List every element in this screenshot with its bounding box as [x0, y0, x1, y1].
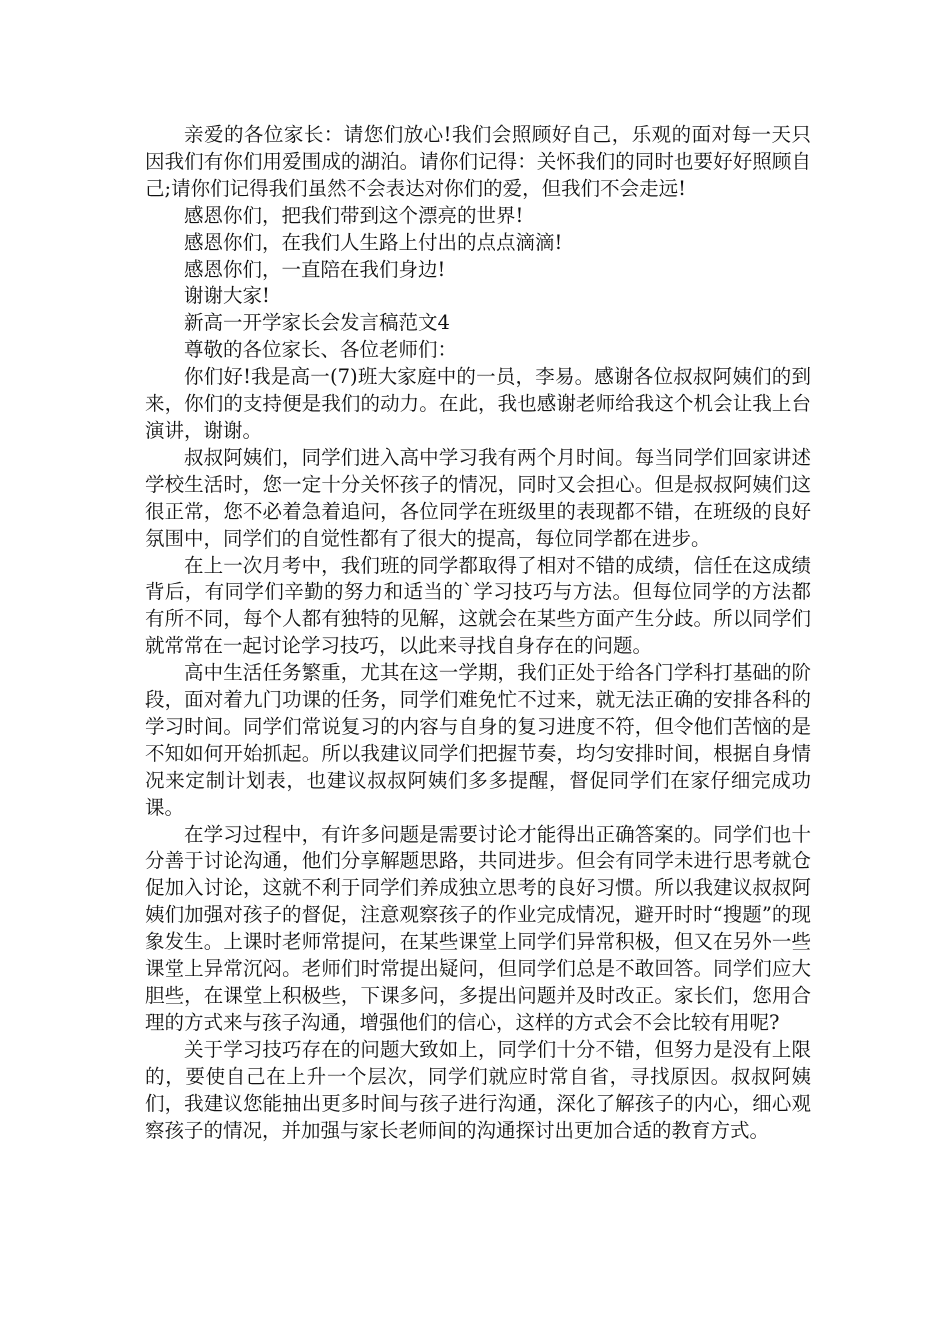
- paragraph-school-life: 叔叔阿姨们，同学们进入高中学习我有两个月时间。每当同学们回家讲述学校生活时，您一定十分关怀孩子的情况，同时又会担心。但是叔叔阿姨们这很正常，您不必着急着追问，各位同学在班级里的表现都不错，在班级的良好氛围中，同学们的自觉性都有了很大的提高，每位同学都在进步。: [145, 445, 811, 550]
- paragraph-grateful-world: 感恩你们，把我们带到这个漂亮的世界!: [184, 203, 524, 227]
- paragraph-grateful-company: 感恩你们，一直陪在我们身边!: [184, 257, 446, 281]
- paragraph-introduction: 你们好!我是高一(7)班大家庭中的一员，李易。感谢各位叔叔阿姨们的到来，你们的支持便是我们的动力。在此，我也感谢老师给我这个机会让我上台演讲，谢谢。: [145, 365, 811, 442]
- paragraph-salutation: 尊敬的各位家长、各位老师们：: [184, 338, 458, 362]
- paragraph-discussion: 在学习过程中，有许多问题是需要讨论才能得出正确答案的。同学们也十分善于讨论沟通，他们分享解题思路，共同进步。但会有同学未进行思考就仓促加入讨论，这就不利于同学们养成独立思考的良好习惯。所以我建议叔叔阿姨们加强对孩子的督促，注意观察孩子的作业完成情况，避开时时“搜题”的现象发生。上课时老师常提问，在某些课堂上同学们异常积极，但又在另外一些课堂上异常沉闷。老师们时常提出疑问，但同学们总是不敢回答。同学们应大胆些，在课堂上积极些，下课多问，多提出问题并及时改正。家长们，您用合理的方式来与孩子沟通，增强他们的信心，这样的方式会不会比较有用呢?: [145, 822, 811, 1034]
- section-title: 新高一开学家长会发言稿范文4: [184, 311, 450, 335]
- paragraph-study-schedule: 高中生活任务繁重，尤其在这一学期，我们正处于给各门学科打基础的阶段，面对着九门功课的任务，同学们难免忙不过来，就无法正确的安排各科的学习时间。同学们常说复习的内容与自身的复习进度不符，但令他们苦恼的是不知如何开始抓起。所以我建议同学们把握节奏，均匀安排时间，根据自身情况来定制计划表，也建议叔叔阿姨们多多提醒，督促同学们在家仔细完成功课。: [145, 661, 811, 819]
- paragraph-grateful-efforts: 感恩你们，在我们人生路上付出的点点滴滴!: [184, 230, 563, 254]
- paragraph-thanks-parents: 亲爱的各位家长：请您们放心!我们会照顾好自己，乐观的面对每一天只因我们有你们用爱围成的湖泊。请你们记得：关怀我们的同时也要好好照顾自己;请你们记得我们虽然不会表达对你们的爱，但我们不会走远!: [145, 123, 811, 200]
- paragraph-conclusion: 关于学习技巧存在的问题大致如上，同学们十分不错，但努力是没有上限的，要使自己在上升一个层次，同学们就应时常自省，寻找原因。叔叔阿姨们，我建议您能抽出更多时间与孩子进行沟通，深化了解孩子的内心，细心观察孩子的情况，并加强与家长老师间的沟通探讨出更加合适的教育方式。: [145, 1037, 811, 1142]
- paragraph-thank-you: 谢谢大家!: [184, 284, 270, 308]
- document-body: [145, 122, 811, 1144]
- paragraph-monthly-exam: 在上一次月考中，我们班的同学都取得了相对不错的成绩，信任在这成绩背后，有同学们辛勤的努力和适当的`学习技巧与方法。但每位同学的方法都有所不同，每个人都有独特的见解，这就会在某些方面产生分歧。所以同学们就常常在一起讨论学习技巧，以此来寻找自身存在的问题。: [145, 553, 811, 658]
